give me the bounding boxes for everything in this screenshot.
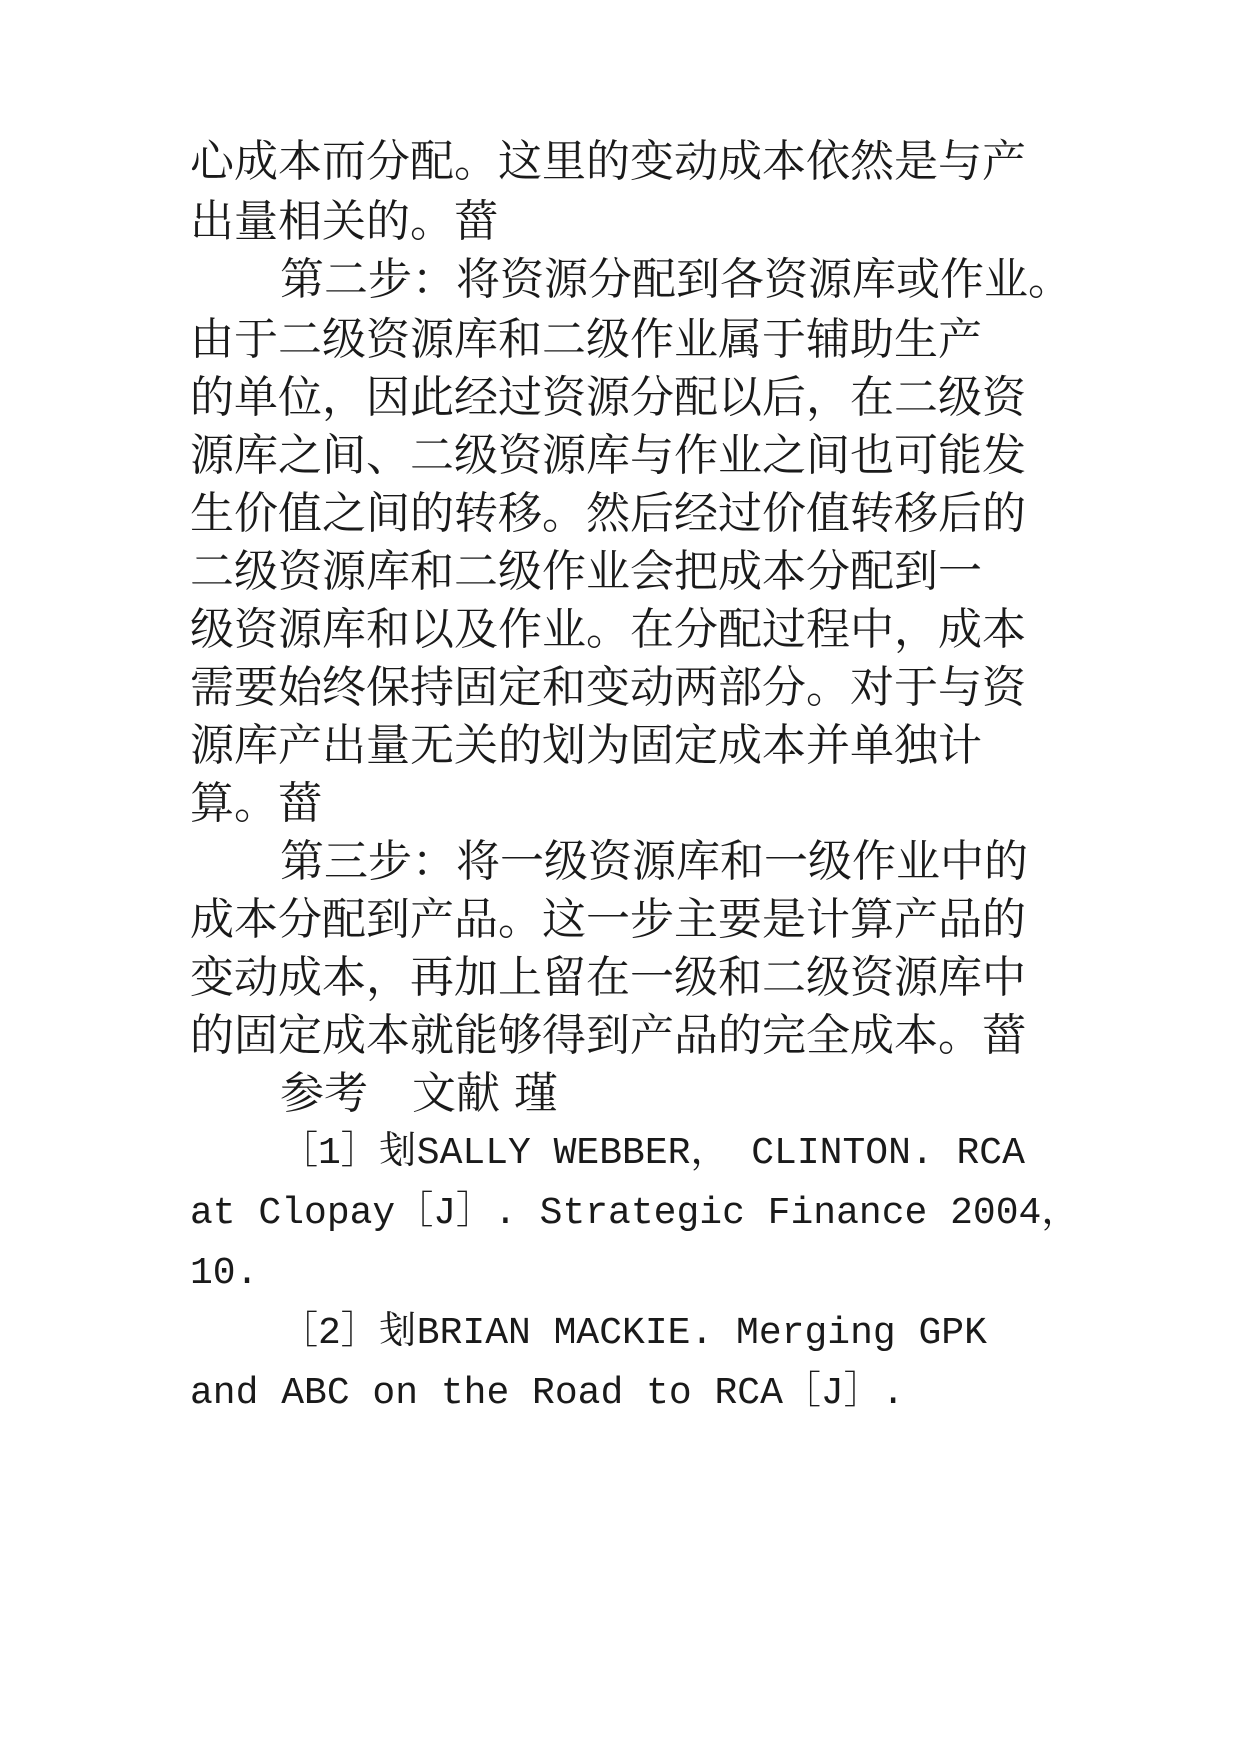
body-text-line: 二级资源库和二级作业会把成本分配到一 [190,546,982,597]
body-text-line: 算。葘 [190,778,322,829]
body-text-line: 出量相关的。葘 [190,196,498,247]
body-text-line: 心成本而分配。这里的变动成本依然是与产 [190,136,1026,187]
references-heading: 参考 文献 瑾 [280,1068,558,1119]
reference-line: and ABC on the Road to RCA［J］. [190,1372,905,1415]
body-text-line: 变动成本，再加上留在一级和二级资源库中 [190,952,1026,1003]
body-text-line: 的单位，因此经过资源分配以后，在二级资 [190,372,1026,423]
body-text-line: 需要始终保持固定和变动两部分。对于与资 [190,662,1026,713]
body-text-line: 的固定成本就能够得到产品的完全成本。葘 [190,1010,1026,1061]
reference-line: ［2］刬BRIAN MACKIE. Merging GPK [280,1312,987,1355]
body-text-line: 源库之间、二级资源库与作业之间也可能发 [190,430,1026,481]
reference-line: ［1］刬SALLY WEBBER， CLINTON. RCA [280,1132,1025,1175]
body-text-line: 生价值之间的转移。然后经过价值转移后的 [190,488,1026,539]
body-text-line: 级资源库和以及作业。在分配过程中，成本 [190,604,1026,655]
body-text-line: 第二步：将资源分配到各资源库或作业。 [280,254,1072,305]
body-text-line: 由于二级资源库和二级作业属于辅助生产 [190,314,982,365]
reference-line: at Clopay［J］. Strategic Finance 2004， [190,1192,1080,1235]
body-text-line: 源库产出量无关的划为固定成本并单独计 [190,720,982,771]
body-text-line: 第三步：将一级资源库和一级作业中的 [280,836,1028,887]
reference-line: 10. [190,1252,259,1295]
body-text-line: 成本分配到产品。这一步主要是计算产品的 [190,894,1026,945]
